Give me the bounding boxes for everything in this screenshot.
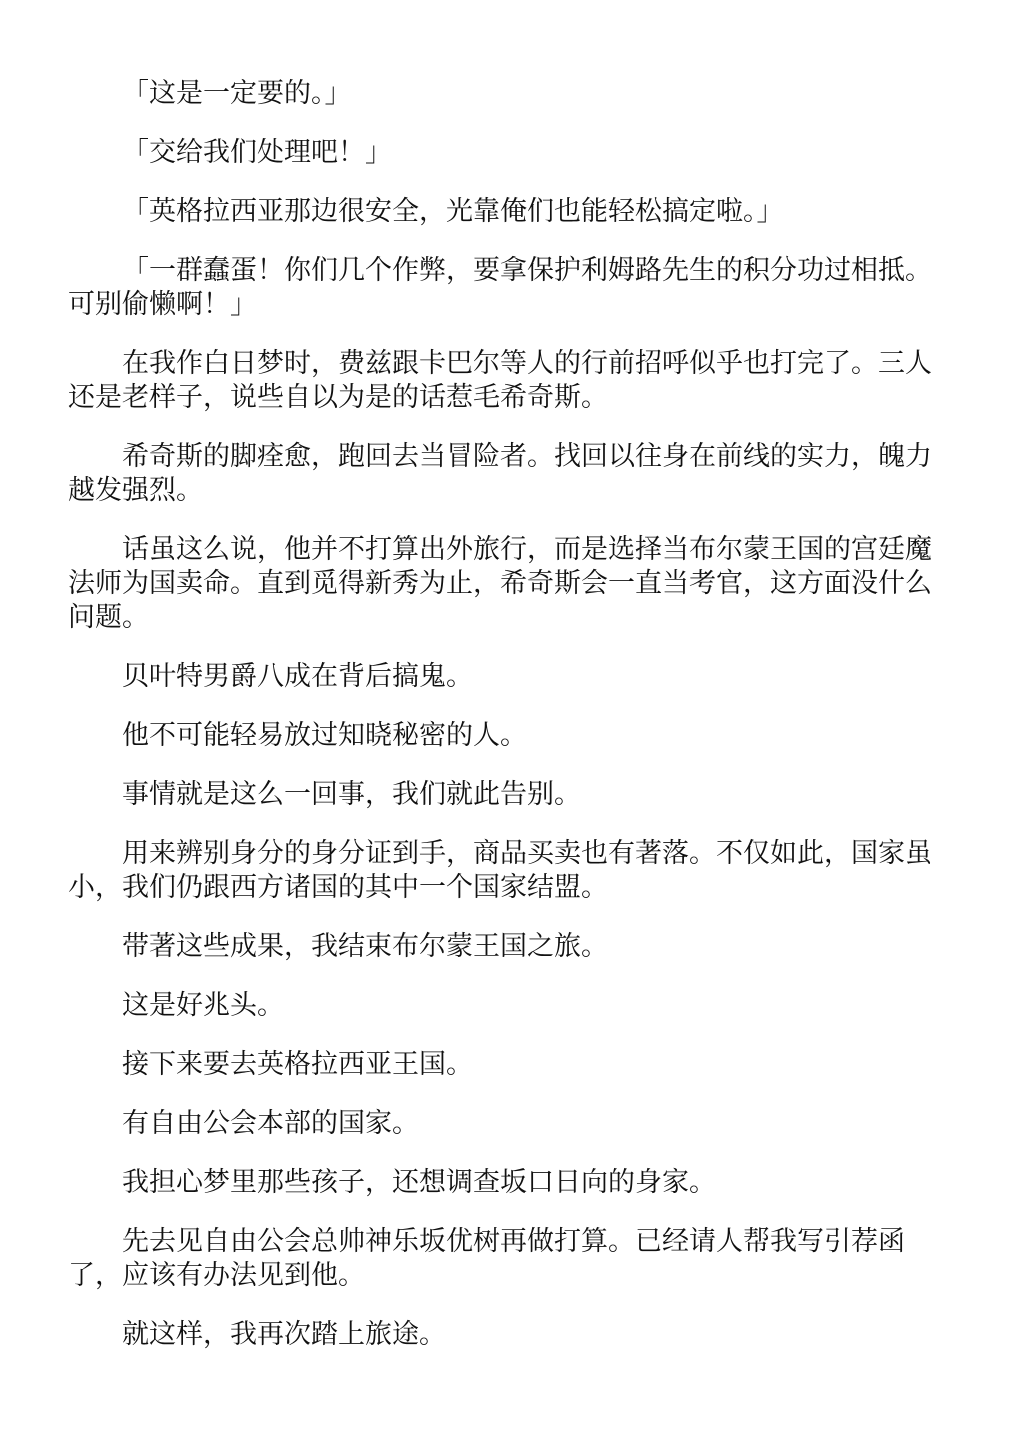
document-page — [68, 0, 948, 1377]
paragraph: 就这样，我再次踏上旅途。 — [122, 1319, 446, 1350]
paragraph: 在我作白日梦时，费兹跟卡巴尔等人的行前招呼似乎也打完了。三人还是老样子，说些自以为是的话惹毛希奇斯。 — [68, 348, 932, 413]
paragraph: 「这是一定要的。」 — [122, 78, 352, 109]
paragraph: 希奇斯的脚痊愈，跑回去当冒险者。找回以往身在前线的实力，魄力越发强烈。 — [68, 441, 932, 506]
paragraph: 「交给我们处理吧！」 — [122, 137, 392, 168]
paragraph: 接下来要去英格拉西亚王国。 — [122, 1049, 473, 1080]
paragraph: 话虽这么说，他并不打算出外旅行，而是选择当布尔蒙王国的宫廷魔法师为国卖命。直到觅得新秀为止，希奇斯会一直当考官，这方面没什么问题。 — [68, 534, 932, 633]
paragraph: 带著这些成果，我结束布尔蒙王国之旅。 — [122, 931, 608, 962]
paragraph: 他不可能轻易放过知晓秘密的人。 — [122, 720, 527, 751]
paragraph: 用来辨别身分的身分证到手，商品买卖也有著落。不仅如此，国家虽小，我们仍跟西方诸国的其中一个国家结盟。 — [68, 838, 932, 903]
paragraph: 「英格拉西亚那边很安全，光靠俺们也能轻松搞定啦。」 — [122, 196, 784, 227]
paragraph: 有自由公会本部的国家。 — [122, 1108, 419, 1139]
paragraph: 这是好兆头。 — [122, 990, 284, 1021]
paragraph: 我担心梦里那些孩子，还想调查坂口日向的身家。 — [122, 1167, 716, 1198]
paragraph: 先去见自由公会总帅神乐坂优树再做打算。已经请人帮我写引荐函了，应该有办法见到他。 — [68, 1226, 905, 1291]
paragraph: 贝叶特男爵八成在背后搞鬼。 — [122, 661, 473, 692]
paragraph: 事情就是这么一回事，我们就此告别。 — [122, 779, 581, 810]
paragraph: 「一群蠢蛋！你们几个作弊，要拿保护利姆路先生的积分功过相抵。可别偷懒啊！」 — [68, 255, 932, 320]
